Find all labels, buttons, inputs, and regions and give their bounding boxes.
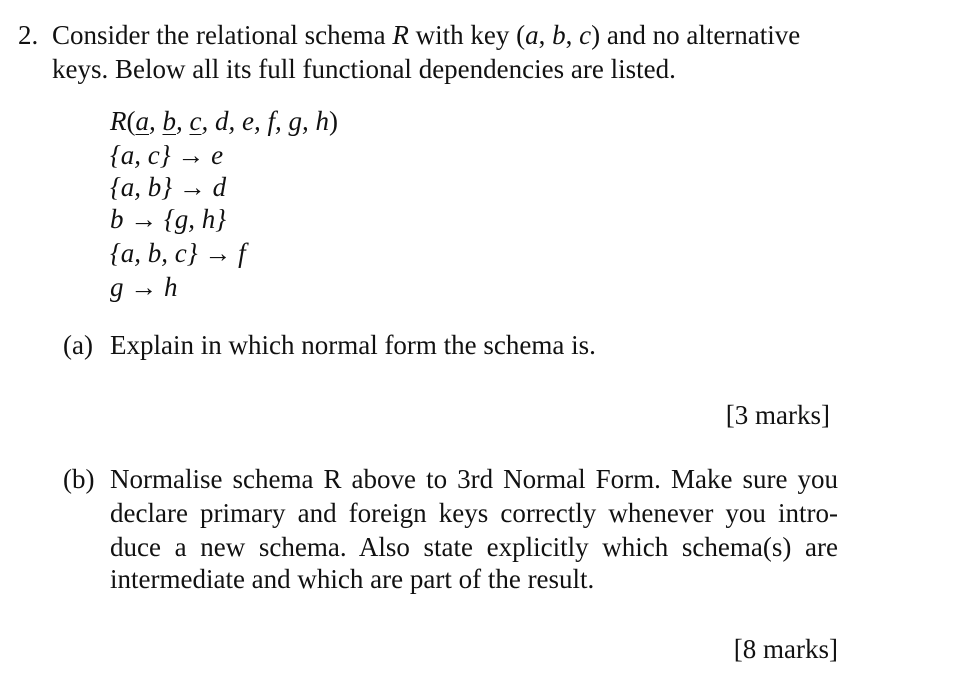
schema-definition: R(a, b, c, d, e, f, g, h) <box>110 106 338 136</box>
dependency-1: {a, c} → e <box>110 140 224 170</box>
attr-g: g <box>288 106 302 136</box>
part-b-line-2-text: declare primary and foreign keys correctly whenever you intro- <box>110 498 838 528</box>
dependency-5: g → h <box>110 272 178 302</box>
question-number: 2. <box>18 20 39 50</box>
part-b-label: (b) <box>63 464 95 494</box>
part-a-marks: [3 marks] <box>725 400 830 430</box>
dependency-4: {a, b, c} → f <box>110 238 246 268</box>
question-intro-text: Consider the relational schema R with key (a, b, c) and no alternative <box>52 20 801 50</box>
key-attr-a: a <box>135 106 149 136</box>
attr-d: d <box>214 106 229 136</box>
key-attr-b: b <box>162 106 176 136</box>
part-a-text: Explain in which normal form the schema is. <box>110 330 596 360</box>
part-b-line-1-text: Normalise schema R above to 3rd Normal Form. Make sure you <box>110 464 838 494</box>
part-b-marks: [8 marks] <box>733 634 838 664</box>
part-b-line-3-text: duce a new schema. Also state explicitly which schema(s) are <box>110 532 838 562</box>
dependency-3: b → {g, h} <box>110 204 227 234</box>
question-intro-line-1 <box>52 18 800 52</box>
key-attr-c: c <box>189 106 202 136</box>
question-intro-line-2: keys. Below all its full functional dependencies are listed. <box>52 54 676 84</box>
part-a-label: (a) <box>63 330 93 360</box>
attr-f: f <box>267 106 275 136</box>
schema-name: R <box>110 106 127 136</box>
dependency-2: {a, b} → d <box>110 172 227 202</box>
part-b-line-4: intermediate and which are part of the result. <box>110 564 595 594</box>
attr-h: h <box>315 106 329 136</box>
attr-e: e <box>241 106 254 136</box>
